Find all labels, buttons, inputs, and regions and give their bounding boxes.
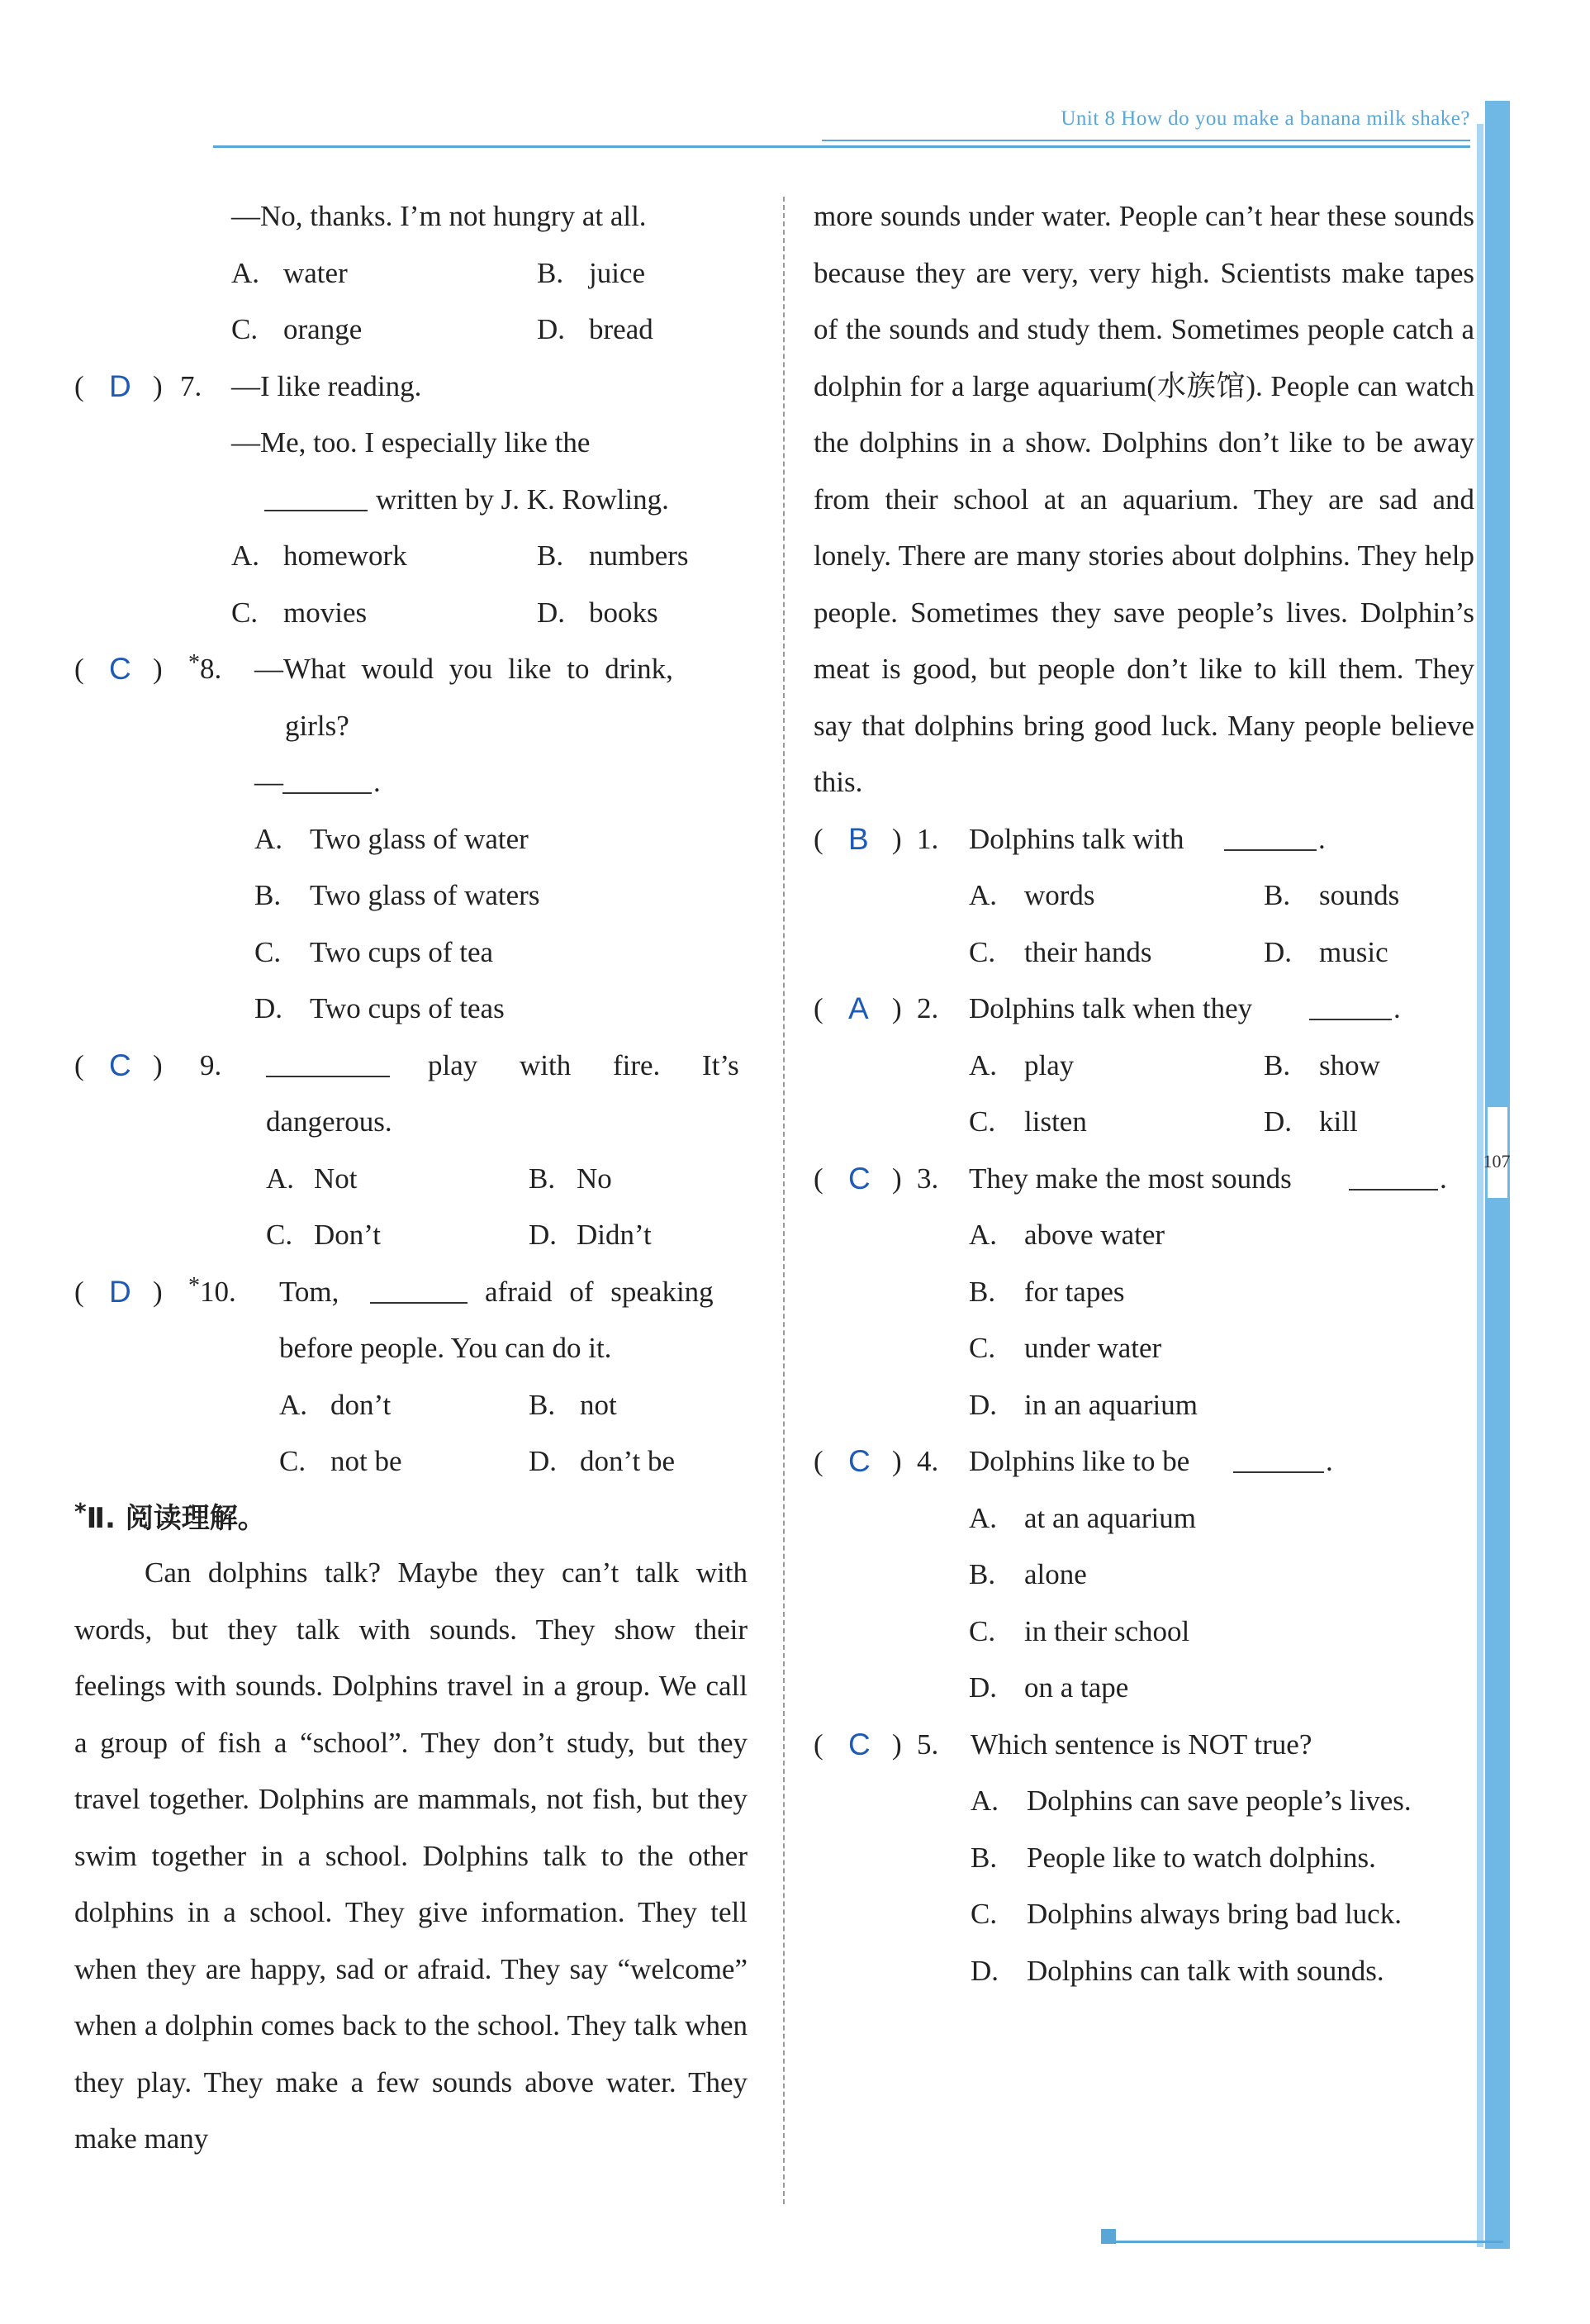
q8-line2-row	[74, 698, 748, 755]
rq5-option-a-row	[814, 1773, 1474, 1830]
rq3-option-d-label: D.	[969, 1388, 998, 1421]
q9-stem	[74, 1038, 748, 1095]
q10-option-a-label: A.	[279, 1388, 308, 1421]
q9-line1: play with fire. It’s	[428, 1048, 739, 1081]
q10-line1-prefix: Tom,	[279, 1275, 339, 1308]
rq1-options-ab	[814, 867, 1474, 924]
rq4-number: 4.	[917, 1445, 939, 1477]
q6-options-cd	[74, 302, 748, 359]
rq2-option-b-label: B.	[1264, 1048, 1291, 1081]
footer-rule	[1115, 2241, 1503, 2243]
q9-answer: C	[109, 1048, 131, 1082]
q9-line2-row	[74, 1094, 748, 1151]
section-label: Ⅱ. 阅读理解。	[86, 1501, 266, 1535]
q7-paren-open: (	[74, 369, 84, 402]
q7-stem	[74, 359, 748, 416]
rq2-options-ab	[814, 1038, 1474, 1095]
rq4-option-d: on a tape	[1024, 1671, 1129, 1704]
rq4-suffix: .	[1326, 1445, 1333, 1477]
rq3-option-d: in an aquarium	[1024, 1388, 1198, 1421]
rq5-stem	[814, 1717, 1474, 1774]
rq3-blank	[1349, 1164, 1438, 1191]
rq1-option-b: sounds	[1319, 879, 1400, 911]
q7-option-c-label: C.	[231, 596, 259, 629]
rq2-answer: A	[848, 991, 869, 1025]
q10-star: *	[188, 1272, 200, 1299]
rq2-options-cd	[814, 1094, 1474, 1151]
q6-option-d-label: D.	[537, 313, 566, 345]
rq3-option-c: under water	[1024, 1332, 1162, 1364]
rq4-paren-close: )	[892, 1445, 902, 1477]
rq4-answer: C	[848, 1444, 871, 1478]
rq3-option-a: above water	[1024, 1219, 1165, 1251]
rq4-stem	[814, 1433, 1474, 1490]
rq5-option-a: Dolphins can save people’s lives.	[1027, 1785, 1412, 1817]
passage-part1: Can dolphins talk? Maybe they can’t talk with words, but they talk with sounds. They show their feelings with sounds. Dolphins travel in a group. We call a group of fish a “school”. They don’t study, but they travel together. Dolphins are mammals, not fish, but they swim together in a school. Dolphins talk to the other dolphins in a school. They give information. They tell when they are happy, sad or afraid. They say “welcome” when a dolphin comes back to the school. They talk when they play. They make a few sounds above water. They make many	[74, 1556, 748, 2155]
rq3-stem-text: They make the most sounds	[969, 1162, 1292, 1195]
q7-option-c: movies	[283, 596, 368, 629]
rq2-option-c-label: C.	[969, 1105, 996, 1138]
rq1-option-a: words	[1024, 879, 1095, 911]
rq2-suffix: .	[1393, 992, 1401, 1024]
rq3-number: 3.	[917, 1162, 939, 1195]
q9-options-ab	[74, 1151, 748, 1208]
q10-option-d: don’t be	[580, 1445, 676, 1477]
q7-paren-close: )	[153, 369, 163, 402]
q6-option-c: orange	[283, 313, 363, 345]
rq4-option-c: in their school	[1024, 1614, 1190, 1647]
q6-option-b: juice	[589, 256, 646, 289]
rq2-option-a: play	[1024, 1048, 1075, 1081]
q6-response	[74, 188, 748, 245]
q8-option-b-label: B.	[254, 879, 282, 911]
q7-line1: —I like reading.	[231, 369, 422, 402]
q9-paren-open: (	[74, 1048, 84, 1081]
q10-option-a: don’t	[330, 1388, 392, 1421]
rq1-option-d: music	[1319, 935, 1388, 968]
q9-option-c: Don’t	[314, 1219, 382, 1251]
q8-option-c-row	[74, 924, 748, 981]
q9-paren-close: )	[153, 1048, 163, 1081]
rq3-option-a-label: A.	[969, 1219, 998, 1251]
rq5-option-c-row	[814, 1886, 1474, 1943]
rq5-option-d-label: D.	[971, 1954, 999, 1987]
rq3-option-c-label: C.	[969, 1332, 996, 1364]
q9-option-a: Not	[314, 1162, 358, 1195]
rq4-blank	[1233, 1447, 1324, 1473]
q6-option-a-label: A.	[231, 256, 260, 289]
rq1-stem	[814, 811, 1474, 868]
rq5-option-a-label: A.	[971, 1785, 999, 1817]
rq3-paren-close: )	[892, 1162, 902, 1195]
rq3-suffix: .	[1440, 1162, 1447, 1195]
page-number: 107	[1483, 1151, 1511, 1172]
left-column	[74, 188, 748, 2168]
q9-option-d-label: D.	[529, 1219, 558, 1251]
rq3-answer: C	[848, 1161, 871, 1195]
rq3-stem	[814, 1151, 1474, 1208]
rq2-stem	[814, 981, 1474, 1038]
q6-option-a: water	[283, 256, 348, 289]
q7-line2-row	[74, 415, 748, 472]
q10-option-c-label: C.	[279, 1445, 306, 1477]
page-header-title: Unit 8 How do you make a banana milk shake?	[1061, 107, 1470, 130]
q10-option-c: not be	[330, 1445, 402, 1477]
q10-answer: D	[109, 1274, 131, 1309]
q9-line2: dangerous.	[266, 1105, 392, 1138]
rq2-paren-open: (	[814, 992, 823, 1024]
rq1-stem-text: Dolphins talk with	[969, 822, 1184, 855]
rq4-paren-open: (	[814, 1445, 823, 1477]
q7-option-b-label: B.	[537, 539, 564, 572]
q10-line2: before people. You can do it.	[279, 1332, 612, 1364]
q10-options-cd	[74, 1433, 748, 1490]
rq3-option-c-row	[814, 1320, 1474, 1377]
q8-option-c-label: C.	[254, 935, 282, 968]
rq3-option-b-label: B.	[969, 1275, 996, 1308]
q8-line1: —What would you like to drink,	[254, 653, 673, 685]
q10-number: 10.	[200, 1275, 236, 1308]
rq5-stem-text: Which sentence is NOT true?	[971, 1728, 1312, 1761]
q6-options-ab	[74, 245, 748, 302]
rq3-option-b: for tapes	[1024, 1275, 1125, 1308]
header-rule-top	[822, 140, 1470, 141]
rq4-stem-text: Dolphins like to be	[969, 1445, 1190, 1477]
rq1-number: 1.	[917, 822, 939, 855]
rq5-option-b-row	[814, 1830, 1474, 1887]
q8-option-d: Two cups of teas	[310, 992, 505, 1024]
q7-option-d: books	[589, 596, 658, 629]
rq1-blank	[1224, 825, 1317, 851]
passage-part2: more sounds under water. People can’t hear these sounds because they are very, very high. Scientists make tapes of the sounds and study them. Sometimes people catch a dolphin for a large aquarium(水族馆). People can watch the dolphins in a show. Dolphins don’t like to be away from their school at an aquarium. They are sad and lonely. There are many stories about dolphins. They help people. Sometimes they save people’s lives. Dolphin’s meat is good, but people don’t like to kill them. They say that dolphins bring good luck. Many people believe this.	[814, 200, 1474, 798]
q8-option-b: Two glass of waters	[310, 879, 540, 911]
footer-square	[1101, 2229, 1116, 2244]
q8-paren-close: )	[153, 653, 163, 685]
rq5-answer: C	[848, 1727, 871, 1761]
rq5-option-b-label: B.	[971, 1841, 998, 1874]
rq2-option-d-label: D.	[1264, 1105, 1293, 1138]
q7-line3-row	[74, 472, 748, 529]
rq1-option-b-label: B.	[1264, 879, 1291, 911]
rq2-blank	[1309, 994, 1392, 1020]
q8-option-a: Two glass of water	[310, 822, 529, 855]
q8-option-c: Two cups of tea	[310, 935, 494, 968]
right-column	[814, 188, 1474, 1999]
q8-blank	[282, 768, 372, 794]
q7-number: 7.	[180, 369, 202, 402]
q8-line2: girls?	[285, 709, 349, 742]
q10-option-d-label: D.	[529, 1445, 558, 1477]
q7-line2: —Me, too. I especially like the	[231, 426, 591, 459]
q9-option-c-label: C.	[266, 1219, 293, 1251]
rq4-option-b: alone	[1024, 1558, 1087, 1590]
q8-number: 8.	[200, 653, 222, 685]
rq4-option-c-row	[814, 1604, 1474, 1661]
rq5-option-b: People like to watch dolphins.	[1027, 1841, 1376, 1874]
q7-options-ab	[74, 528, 748, 585]
rq1-paren-close: )	[892, 822, 902, 855]
q6-option-d: bread	[589, 313, 653, 345]
q7-line3: written by J. K. Rowling.	[376, 482, 669, 516]
q10-line1: afraid of speaking	[485, 1275, 714, 1308]
rq2-option-c: listen	[1024, 1105, 1087, 1138]
q8-line3-prefix: —	[254, 766, 283, 798]
rq2-option-a-label: A.	[969, 1048, 998, 1081]
q10-line2-row	[74, 1320, 748, 1377]
rq4-option-a-label: A.	[969, 1501, 998, 1534]
rq4-option-a: at an aquarium	[1024, 1501, 1196, 1534]
rq1-option-c-label: C.	[969, 935, 996, 968]
rq3-option-b-row	[814, 1264, 1474, 1321]
q7-option-a: homework	[283, 539, 407, 572]
rq2-number: 2.	[917, 992, 939, 1024]
rq5-paren-open: (	[814, 1728, 823, 1761]
q10-options-ab	[74, 1377, 748, 1434]
q9-option-b-label: B.	[529, 1162, 556, 1195]
q8-star: *	[188, 650, 200, 676]
rq4-option-a-row	[814, 1490, 1474, 1547]
rq2-stem-text: Dolphins talk when they	[969, 992, 1253, 1024]
q8-answer: C	[109, 652, 131, 686]
q10-paren-close: )	[153, 1275, 163, 1308]
column-divider	[783, 197, 785, 2204]
q6-option-b-label: B.	[537, 256, 564, 289]
q10-paren-open: (	[74, 1275, 84, 1308]
q9-number: 9.	[200, 1048, 222, 1081]
q7-blank	[264, 485, 368, 511]
q8-period: .	[373, 766, 381, 798]
q10-stem	[74, 1264, 748, 1321]
rq2-option-d: kill	[1319, 1105, 1358, 1138]
rq5-number: 5.	[917, 1728, 939, 1761]
rq4-option-d-label: D.	[969, 1671, 998, 1704]
section-star: *	[74, 1497, 87, 1525]
q7-option-b: numbers	[589, 539, 689, 572]
q8-paren-open: (	[74, 653, 84, 685]
q8-option-a-label: A.	[254, 822, 283, 855]
rq1-answer: B	[848, 821, 869, 856]
rq1-option-c: their hands	[1024, 935, 1152, 968]
side-bar-shadow	[1477, 124, 1483, 2247]
q6-option-c-label: C.	[231, 313, 259, 345]
q8-option-a-row	[74, 811, 748, 868]
rq5-option-c: Dolphins always bring bad luck.	[1027, 1898, 1402, 1930]
q8-line3-row	[74, 754, 748, 811]
q9-option-b: No	[577, 1162, 612, 1195]
q7-options-cd	[74, 585, 748, 642]
rq4-option-b-label: B.	[969, 1558, 996, 1590]
q7-answer: D	[109, 368, 131, 403]
rq5-option-d-row	[814, 1943, 1474, 2000]
q9-blank	[266, 1051, 390, 1077]
q9-options-cd	[74, 1207, 748, 1264]
q10-option-b-label: B.	[529, 1388, 556, 1421]
q9-option-d: Didn’t	[577, 1219, 652, 1251]
q8-option-d-label: D.	[254, 992, 283, 1024]
section-heading	[74, 1490, 748, 1547]
rq4-option-d-row	[814, 1660, 1474, 1717]
rq3-option-d-row	[814, 1377, 1474, 1434]
rq4-option-c-label: C.	[969, 1614, 996, 1647]
rq1-paren-open: (	[814, 822, 823, 855]
q8-option-b-row	[74, 867, 748, 924]
rq5-option-c-label: C.	[971, 1898, 998, 1930]
q10-blank	[370, 1277, 468, 1304]
q8-option-d-row	[74, 981, 748, 1038]
q10-option-b: not	[580, 1388, 617, 1421]
rq2-paren-close: )	[892, 992, 902, 1024]
q8-stem	[74, 641, 748, 698]
rq4-option-b-row	[814, 1547, 1474, 1604]
rq2-option-b: show	[1319, 1048, 1380, 1081]
q7-option-d-label: D.	[537, 596, 566, 629]
q6-response-text: —No, thanks. I’m not hungry at all.	[231, 200, 647, 232]
rq3-paren-open: (	[814, 1162, 823, 1195]
rq1-options-cd	[814, 924, 1474, 981]
rq1-option-a-label: A.	[969, 879, 998, 911]
rq1-option-d-label: D.	[1264, 935, 1293, 968]
rq5-paren-close: )	[892, 1728, 902, 1761]
rq3-option-a-row	[814, 1207, 1474, 1264]
rq1-suffix: .	[1318, 822, 1326, 855]
rq5-option-d: Dolphins can talk with sounds.	[1027, 1954, 1384, 1987]
q9-option-a-label: A.	[266, 1162, 295, 1195]
q7-option-a-label: A.	[231, 539, 260, 572]
header-rule	[213, 145, 1470, 148]
